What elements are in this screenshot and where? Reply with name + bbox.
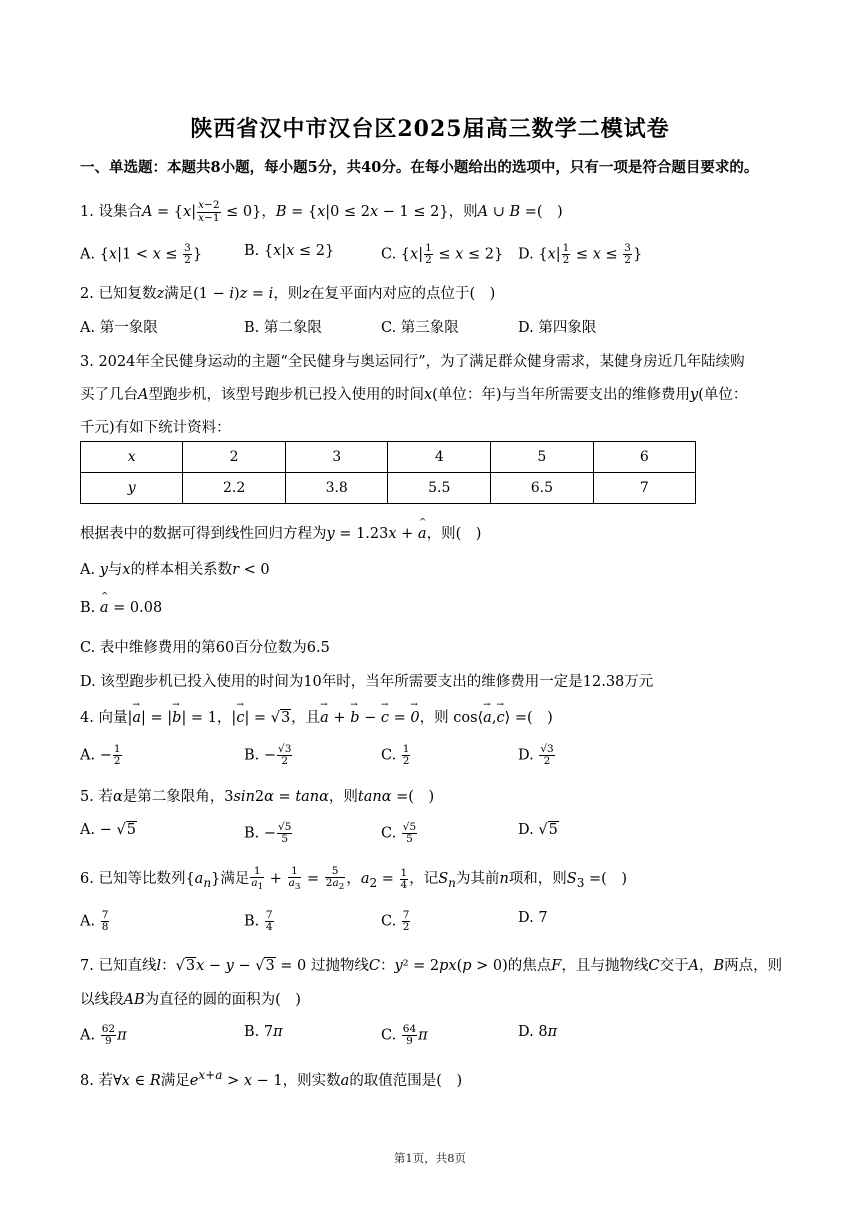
question-7-line-2: 以线段AB为直径的圆的面积为( ): [80, 992, 301, 1008]
q5-option-c: C. $\frac{√5}{5}$: [381, 821, 417, 846]
table-cell: 6: [593, 442, 695, 473]
question-3-regression: 根据表中的数据可得到线性回归方程为y = 1.23x + ^ a，则( ): [80, 522, 481, 543]
section-heading: 一、单选题：本题共8小题，每小题5分，共40分。在每小题给出的选项中，只有一项是符合题目要求的。: [80, 159, 759, 176]
table-cell: 3.8: [285, 473, 388, 504]
q7-option-d: D. 8π: [518, 1024, 558, 1040]
q4-option-b: B. − $\frac{√3}{2}$: [244, 743, 292, 768]
q1-option-b: B. {x|x ≤ 2}: [244, 243, 335, 259]
table-cell: x: [81, 442, 183, 473]
question-2: 2. 已知复数z满足(1 − i)z = i，则z在复平面内对应的点位于( ): [80, 286, 496, 302]
q3-option-b: B. ^ a = 0.08: [80, 600, 162, 616]
q6-option-d: D. 7: [518, 910, 548, 926]
page-footer: 第1页，共8页: [393, 1151, 467, 1165]
table-row-x: [81, 442, 696, 473]
q6-option-b: B. $\frac{7}{4}$: [244, 909, 273, 934]
question-5: 5. 若α是第二象限角，3sin2α = tanα，则tanα =( ): [80, 789, 435, 805]
q7-option-b: B. 7π: [244, 1024, 283, 1040]
q3-option-d: D. 该型跑步机已投入使用的时间为10年时，当年所需要支出的维修费用一定是12.38万元: [80, 674, 654, 690]
q3-option-c: C. 表中维修费用的第60百分位数为6.5: [80, 640, 330, 656]
q2-option-b: B. 第二象限: [244, 320, 322, 336]
table-cell: 7: [593, 473, 695, 504]
q7-option-a: A. $\frac{62}{9}$ π: [80, 1023, 127, 1048]
statistics-table: [80, 441, 696, 504]
q5-option-d: D. √5: [518, 822, 558, 838]
q2-option-c: C. 第三象限: [381, 320, 459, 336]
question-7-line-1: 7. 已知直线l：√3x − y − √3 = 0 过抛物线C：y² = 2px(p > 0)的焦点F，且与抛物线C交于A，B两点，则: [80, 958, 783, 974]
table-cell: 5.5: [388, 473, 491, 504]
q2-option-a: A. 第一象限: [80, 320, 158, 336]
question-4: 4. 向量|a →| = |b →| = 1，|c →| = √3，且a → + b → − c → = 0 →，则 cos⟨a →,c →⟩ =( ): [80, 706, 553, 727]
table-cell: 2.2: [183, 473, 286, 504]
question-3-line-1: 3. 2024年全民健身运动的主题“全民健身与奥运同行”，为了满足群众健身需求，某健身房近几年陆续购: [80, 354, 745, 370]
table-cell: 5: [491, 442, 594, 473]
question-3-line-3: 千元)有如下统计资料：: [80, 420, 231, 436]
q1-option-a: A. {x|1 < x ≤ $\frac{3}{2}$ }: [80, 242, 203, 267]
q2-option-d: D. 第四象限: [518, 320, 597, 336]
q7-option-c: C. $\frac{64}{9}$ π: [381, 1023, 428, 1048]
table-cell: y: [81, 473, 183, 504]
q4-option-d: D. $\frac{√3}{2}$: [518, 743, 554, 768]
q6-option-c: C. $\frac{7}{2}$: [381, 909, 410, 934]
q4-option-c: C. $\frac{1}{2}$: [381, 743, 410, 768]
table-cell: 4: [388, 442, 491, 473]
q4-option-a: A. − $\frac{1}{2}$: [80, 743, 121, 768]
table-cell: 3: [285, 442, 388, 473]
q1-option-c: C. {x| $\frac{1}{2}$ ≤ x ≤ 2}: [381, 242, 504, 267]
table-cell: 2: [183, 442, 286, 473]
table-cell: 6.5: [491, 473, 594, 504]
question-3-line-2: 买了几台A型跑步机，该型号跑步机已投入使用的时间x(单位：年)与当年所需要支出的维修费用y(单位：: [80, 387, 748, 403]
page-title: 陕西省汉中市汉台区2025届高三数学二模试卷: [190, 116, 670, 142]
question-8: 8. 若∀x ∈ R满足$e^{x+a} > x - 1$，则实数a的取值范围是( ): [80, 1068, 463, 1089]
question-1: 1. 设集合A = {x| $\frac{x-2}{x-1}$ ≤ 0}，B = {x|0 ≤ 2x − 1 ≤ 2}，则A ∪ B =( ): [80, 199, 563, 224]
q5-option-b: B. − $\frac{√5}{5}$: [244, 821, 292, 846]
q1-option-d: D. {x| $\frac{1}{2}$ ≤ x ≤ $\frac{3}{2}$ }: [518, 242, 643, 267]
q6-option-a: A. $\frac{7}{8}$: [80, 909, 109, 934]
table-row-y: [81, 473, 696, 504]
q5-option-a: A. − √5: [80, 822, 136, 838]
question-6: 6. 已知等比数列$\{a_n\}$满足 $\frac{1}{a_1}$ + $\frac{1}{a_3}$ = $\frac{5}{2a_2}$ ，$a_2$ = $\frac{1}{4}$ ，记$S_n$为其前n项和，则$S_3$ =( ): [80, 865, 627, 893]
q3-option-a: A. y与x的样本相关系数r < 0: [80, 562, 270, 578]
